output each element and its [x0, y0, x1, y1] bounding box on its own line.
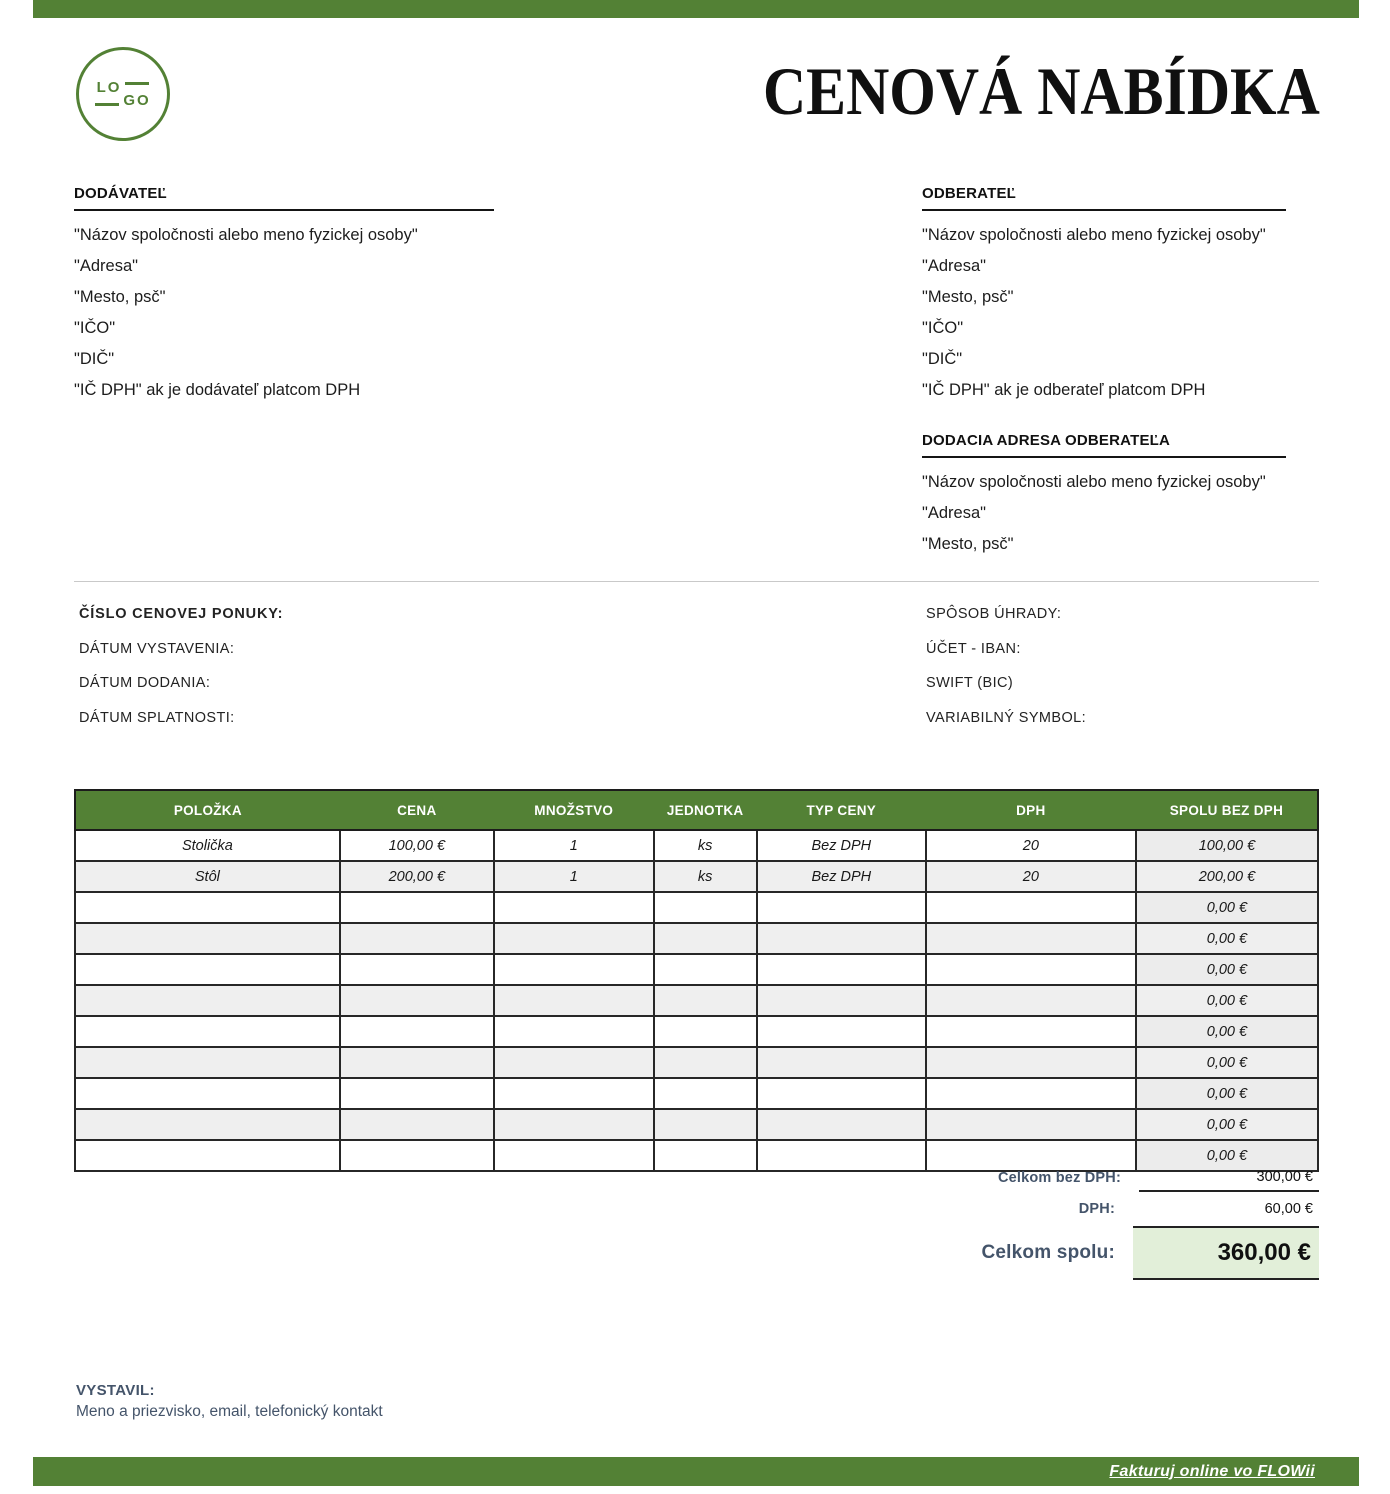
cell — [494, 985, 654, 1016]
cell — [654, 923, 757, 954]
cell: 200,00 € — [340, 861, 494, 892]
iban-label: ÚČET - IBAN: — [926, 640, 1021, 657]
table-row — [75, 1047, 1318, 1078]
cell — [494, 923, 654, 954]
cell-row-total: 200,00 € — [1136, 861, 1318, 892]
cell — [340, 1078, 494, 1109]
vat-label: DPH: — [1078, 1200, 1115, 1217]
issued-by-heading: VYSTAVIL: — [76, 1382, 155, 1399]
issued-by-block — [76, 1382, 383, 1421]
supplier-heading: DODÁVATEĽ — [74, 185, 494, 211]
subtotal-value: 300,00 € — [1139, 1163, 1319, 1192]
logo-dash-top — [125, 82, 149, 85]
column-header: TYP CENY — [757, 790, 926, 830]
payment-method-label: SPÔSOB ÚHRADY: — [926, 606, 1062, 622]
due-date-label: DÁTUM SPLATNOSTI: — [79, 709, 235, 726]
cell — [75, 985, 340, 1016]
cell — [757, 1109, 926, 1140]
cell: 100,00 € — [340, 830, 494, 861]
logo-dash-bottom — [95, 103, 119, 106]
payment-details-right — [926, 597, 1086, 735]
cell — [654, 1109, 757, 1140]
cell — [654, 1078, 757, 1109]
column-header: CENA — [340, 790, 494, 830]
cell — [494, 1016, 654, 1047]
company-logo — [76, 47, 170, 141]
cell — [757, 923, 926, 954]
quote-number-label: ČÍSLO CENOVEJ PONUKY: — [79, 606, 284, 622]
logo-text-top: LO — [96, 79, 122, 96]
cell — [654, 1016, 757, 1047]
table-row — [75, 861, 1318, 892]
table-row — [75, 923, 1318, 954]
table-row — [75, 1016, 1318, 1047]
delivery-line: "Názov spoločnosti alebo meno fyzickej osoby" — [922, 473, 1266, 491]
table-row — [75, 985, 1318, 1016]
cell — [494, 1078, 654, 1109]
logo-text-bottom: GO — [123, 92, 151, 109]
cell — [926, 923, 1136, 954]
customer-line: "DIČ" — [922, 350, 963, 368]
cell — [494, 954, 654, 985]
cell — [75, 923, 340, 954]
cell: Stolička — [75, 830, 340, 861]
cell — [926, 954, 1136, 985]
cell: ks — [654, 830, 757, 861]
cell: 20 — [926, 861, 1136, 892]
supplier-section — [74, 185, 494, 406]
cell — [75, 1047, 340, 1078]
cell: Stôl — [75, 861, 340, 892]
cell — [654, 892, 757, 923]
items-table — [74, 789, 1319, 1172]
cell — [926, 892, 1136, 923]
supplier-line: "DIČ" — [74, 350, 115, 368]
cell-row-total: 0,00 € — [1136, 923, 1318, 954]
column-header: SPOLU BEZ DPH — [1136, 790, 1318, 830]
delivery-line: "Mesto, psč" — [922, 535, 1014, 553]
customer-section — [922, 185, 1286, 406]
section-divider — [74, 581, 1319, 582]
cell: ks — [654, 861, 757, 892]
cell: Bez DPH — [757, 861, 926, 892]
customer-line: "Adresa" — [922, 257, 986, 275]
items-table-body — [75, 830, 1318, 1171]
totals-block — [74, 1163, 1319, 1280]
issued-by-line: Meno a priezvisko, email, telefonický kontakt — [76, 1403, 383, 1420]
cell — [340, 923, 494, 954]
column-header: DPH — [926, 790, 1136, 830]
vat-value: 60,00 € — [1264, 1200, 1313, 1217]
customer-line: "IČO" — [922, 319, 964, 337]
quote-details-left — [79, 597, 283, 735]
cell — [75, 1016, 340, 1047]
cell — [340, 1109, 494, 1140]
cell: Bez DPH — [757, 830, 926, 861]
cell — [340, 954, 494, 985]
bottom-accent-bar — [33, 1457, 1359, 1486]
cell — [75, 892, 340, 923]
cell-row-total: 0,00 € — [1136, 1109, 1318, 1140]
delivery-line: "Adresa" — [922, 504, 986, 522]
supplier-line: "Mesto, psč" — [74, 288, 166, 306]
customer-line: "Mesto, psč" — [922, 288, 1014, 306]
column-header: POLOŽKA — [75, 790, 340, 830]
supplier-line: "Názov spoločnosti alebo meno fyzickej osoby" — [74, 226, 418, 244]
cell — [757, 1078, 926, 1109]
variable-symbol-label: VARIABILNÝ SYMBOL: — [926, 709, 1087, 726]
customer-line: "IČ DPH" ak je odberateľ platcom DPH — [922, 381, 1206, 399]
page-title: CENOVÁ NABÍDKA — [763, 53, 1320, 129]
column-header: JEDNOTKA — [654, 790, 757, 830]
table-row — [75, 1109, 1318, 1140]
cell — [340, 985, 494, 1016]
delivery-date-label: DÁTUM DODANIA: — [79, 675, 211, 691]
cell — [75, 954, 340, 985]
delivery-address-section — [922, 432, 1286, 560]
supplier-line: "IČO" — [74, 319, 116, 337]
table-row — [75, 954, 1318, 985]
cell — [494, 1047, 654, 1078]
cell-row-total: 0,00 € — [1136, 1078, 1318, 1109]
cell — [654, 954, 757, 985]
cell — [654, 1047, 757, 1078]
cell-row-total: 0,00 € — [1136, 1016, 1318, 1047]
cell — [757, 1016, 926, 1047]
cell — [75, 1109, 340, 1140]
flowii-link[interactable]: Fakturuj online vo FLOWii — [1109, 1462, 1315, 1480]
cell — [926, 985, 1136, 1016]
cell — [757, 1047, 926, 1078]
cell-row-total: 100,00 € — [1136, 830, 1318, 861]
cell: 1 — [494, 861, 654, 892]
cell — [757, 985, 926, 1016]
grand-total-label: Celkom spolu: — [981, 1242, 1115, 1263]
supplier-line: "IČ DPH" ak je dodávateľ platcom DPH — [74, 381, 361, 399]
cell — [340, 892, 494, 923]
cell — [494, 892, 654, 923]
customer-heading: ODBERATEĽ — [922, 185, 1286, 211]
top-accent-bar — [33, 0, 1359, 18]
cell — [926, 1109, 1136, 1140]
issue-date-label: DÁTUM VYSTAVENIA: — [79, 640, 235, 657]
cell-row-total: 0,00 € — [1136, 1047, 1318, 1078]
subtotal-label: Celkom bez DPH: — [997, 1169, 1121, 1186]
table-row — [75, 892, 1318, 923]
cell-row-total: 0,00 € — [1136, 892, 1318, 923]
cell: 1 — [494, 830, 654, 861]
cell — [654, 985, 757, 1016]
cell — [340, 1016, 494, 1047]
cell: 20 — [926, 830, 1136, 861]
grand-total-value: 360,00 € — [1133, 1226, 1319, 1280]
table-header-row — [75, 790, 1318, 830]
cell-row-total: 0,00 € — [1136, 954, 1318, 985]
supplier-line: "Adresa" — [74, 257, 138, 275]
cell — [757, 892, 926, 923]
customer-line: "Názov spoločnosti alebo meno fyzickej osoby" — [922, 226, 1266, 244]
table-row — [75, 830, 1318, 861]
cell — [926, 1047, 1136, 1078]
cell-row-total: 0,00 € — [1136, 985, 1318, 1016]
cell — [926, 1078, 1136, 1109]
column-header: MNOŽSTVO — [494, 790, 654, 830]
cell — [926, 1016, 1136, 1047]
delivery-heading: DODACIA ADRESA ODBERATEĽA — [922, 432, 1286, 458]
swift-label: SWIFT (BIC) — [926, 675, 1014, 691]
cell — [75, 1078, 340, 1109]
table-row — [75, 1078, 1318, 1109]
cell — [757, 954, 926, 985]
cell — [494, 1109, 654, 1140]
cell-row-total: 0,00 € — [1136, 1140, 1318, 1171]
cell — [340, 1047, 494, 1078]
